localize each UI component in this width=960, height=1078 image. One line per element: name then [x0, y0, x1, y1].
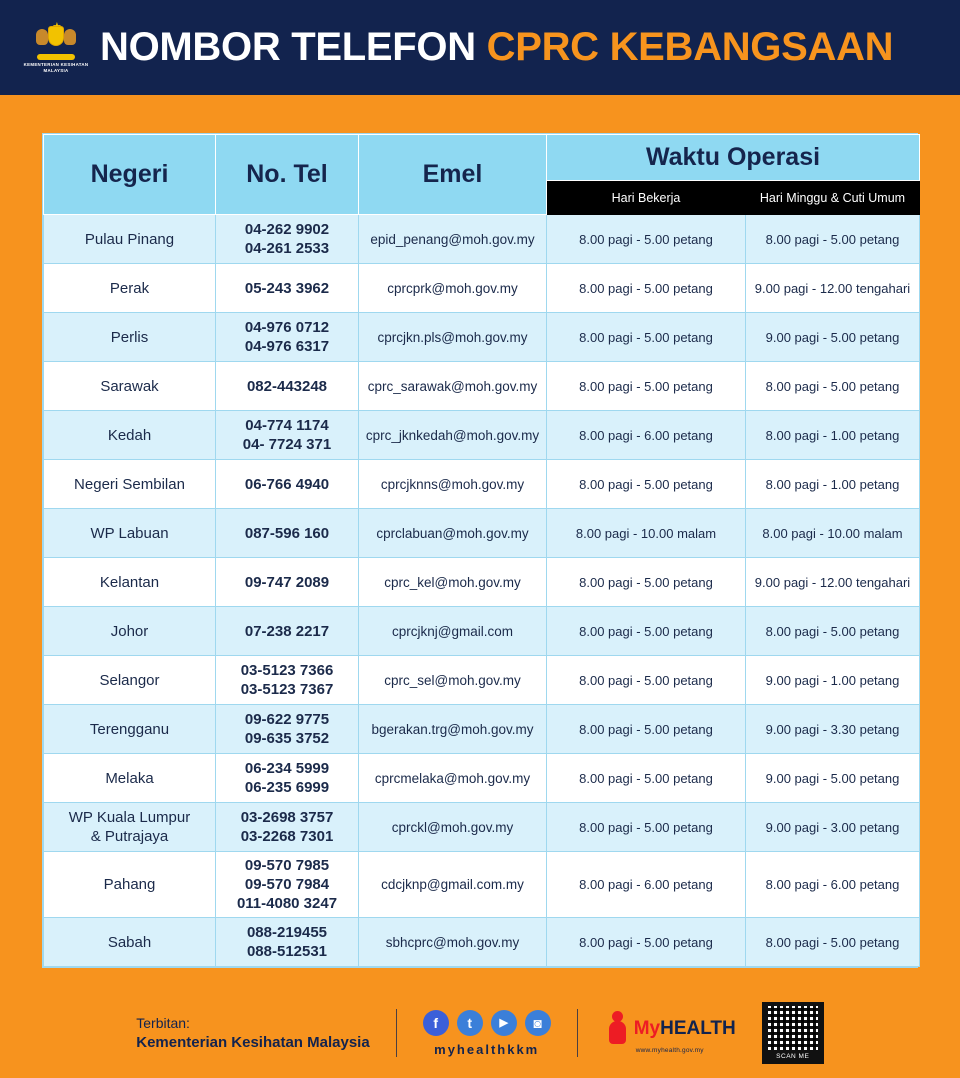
cell-hari-bekerja: 8.00 pagi - 10.00 malam — [547, 509, 746, 558]
cell-email: cprckl@moh.gov.my — [359, 803, 547, 852]
cell-telephone: 03-5123 7366 03-5123 7367 — [216, 656, 359, 705]
table-row — [44, 705, 920, 754]
page-footer — [0, 988, 960, 1078]
cell-telephone: 04-976 0712 04-976 6317 — [216, 313, 359, 362]
cell-hari-minggu: 8.00 pagi - 1.00 petang — [746, 411, 920, 460]
cell-hari-bekerja: 8.00 pagi - 5.00 petang — [547, 656, 746, 705]
cell-hari-minggu: 8.00 pagi - 5.00 petang — [746, 607, 920, 656]
cell-hari-minggu: 8.00 pagi - 5.00 petang — [746, 918, 920, 967]
cell-hari-bekerja: 8.00 pagi - 5.00 petang — [547, 558, 746, 607]
cell-negeri: WP Labuan — [44, 509, 216, 558]
cell-telephone: 09-747 2089 — [216, 558, 359, 607]
cell-email: bgerakan.trg@moh.gov.my — [359, 705, 547, 754]
cell-email: cprc_sarawak@moh.gov.my — [359, 362, 547, 411]
table-head — [44, 135, 920, 215]
cell-email: sbhcprc@moh.gov.my — [359, 918, 547, 967]
page-header — [0, 0, 960, 95]
cell-telephone: 06-234 5999 06-235 6999 — [216, 754, 359, 803]
cell-email: cprcjknns@moh.gov.my — [359, 460, 547, 509]
page-title-accent: CPRC KEBANGSAAN — [486, 25, 894, 69]
cell-hari-minggu: 9.00 pagi - 3.00 petang — [746, 803, 920, 852]
publisher-label: Terbitan: — [136, 1015, 190, 1031]
table-row — [44, 264, 920, 313]
cell-hari-minggu: 8.00 pagi - 10.00 malam — [746, 509, 920, 558]
cell-telephone: 087-596 160 — [216, 509, 359, 558]
publisher-block — [136, 1013, 369, 1053]
cell-hari-minggu: 9.00 pagi - 12.00 tengahari — [746, 558, 920, 607]
table-row — [44, 754, 920, 803]
cell-email: cprc_jknkedah@moh.gov.my — [359, 411, 547, 460]
cell-email: cdcjknp@gmail.com.my — [359, 852, 547, 918]
table-row — [44, 215, 920, 264]
cell-hari-bekerja: 8.00 pagi - 6.00 petang — [547, 852, 746, 918]
cell-negeri: Terengganu — [44, 705, 216, 754]
table-row — [44, 803, 920, 852]
cell-telephone: 07-238 2217 — [216, 607, 359, 656]
cell-negeri: Perlis — [44, 313, 216, 362]
cell-hari-minggu: 8.00 pagi - 6.00 petang — [746, 852, 920, 918]
cell-hari-minggu: 9.00 pagi - 12.00 tengahari — [746, 264, 920, 313]
footer-divider-left — [396, 1009, 397, 1057]
cell-negeri: Melaka — [44, 754, 216, 803]
table-row — [44, 656, 920, 705]
cell-email: cprcmelaka@moh.gov.my — [359, 754, 547, 803]
qr-code[interactable] — [762, 1002, 824, 1064]
footer-divider-right — [577, 1009, 578, 1057]
social-handle: myhealthkkm — [434, 1041, 540, 1057]
qr-code-label: SCAN ME — [776, 1053, 810, 1060]
cell-telephone: 05-243 3962 — [216, 264, 359, 313]
crest-emblem-icon — [35, 22, 77, 60]
col-header-hari-bekerja: Hari Bekerja — [547, 181, 746, 215]
cell-email: cprclabuan@moh.gov.my — [359, 509, 547, 558]
cell-negeri: Kelantan — [44, 558, 216, 607]
table-row — [44, 362, 920, 411]
table-row — [44, 509, 920, 558]
cell-telephone: 04-774 1174 04- 7724 371 — [216, 411, 359, 460]
cell-hari-bekerja: 8.00 pagi - 5.00 petang — [547, 705, 746, 754]
cell-negeri: Negeri Sembilan — [44, 460, 216, 509]
cell-negeri: Perak — [44, 264, 216, 313]
myhealth-my: My — [633, 1017, 661, 1039]
cell-email: cprc_kel@moh.gov.my — [359, 558, 547, 607]
table-row — [44, 411, 920, 460]
cell-hari-bekerja: 8.00 pagi - 5.00 petang — [547, 754, 746, 803]
cell-hari-bekerja: 8.00 pagi - 5.00 petang — [547, 215, 746, 264]
table-row — [44, 313, 920, 362]
cell-negeri: Pulau Pinang — [44, 215, 216, 264]
col-header-emel: Emel — [359, 135, 547, 215]
facebook-icon[interactable]: f — [423, 1010, 449, 1036]
cell-hari-bekerja: 8.00 pagi - 5.00 petang — [547, 362, 746, 411]
col-header-waktu-operasi: Waktu Operasi — [547, 135, 920, 181]
myhealth-url: www.myhealth.gov.my — [635, 1047, 704, 1055]
table-row — [44, 558, 920, 607]
table-row — [44, 918, 920, 967]
cell-hari-minggu: 8.00 pagi - 1.00 petang — [746, 460, 920, 509]
cell-telephone: 088-219455 088-512531 — [216, 918, 359, 967]
table-row — [44, 852, 920, 918]
cell-email: epid_penang@moh.gov.my — [359, 215, 547, 264]
cell-telephone: 06-766 4940 — [216, 460, 359, 509]
myhealth-logo[interactable] — [604, 1011, 736, 1055]
cell-hari-bekerja: 8.00 pagi - 5.00 petang — [547, 460, 746, 509]
table-row — [44, 460, 920, 509]
cell-negeri: Kedah — [44, 411, 216, 460]
cell-negeri: Sabah — [44, 918, 216, 967]
ministry-crest-icon — [20, 15, 92, 81]
cell-negeri: WP Kuala Lumpur & Putrajaya — [44, 803, 216, 852]
cell-hari-bekerja: 8.00 pagi - 6.00 petang — [547, 411, 746, 460]
instagram-icon[interactable]: ◙ — [525, 1010, 551, 1036]
cprc-contact-table — [43, 134, 920, 967]
col-header-tel: No. Tel — [216, 135, 359, 215]
cell-hari-minggu: 9.00 pagi - 1.00 petang — [746, 656, 920, 705]
cell-telephone: 04-262 9902 04-261 2533 — [216, 215, 359, 264]
cell-hari-minggu: 8.00 pagi - 5.00 petang — [746, 362, 920, 411]
publisher-name: Kementerian Kesihatan Malaysia — [136, 1034, 370, 1051]
cell-email: cprcjkn.pls@moh.gov.my — [359, 313, 547, 362]
cell-hari-bekerja: 8.00 pagi - 5.00 petang — [547, 313, 746, 362]
cell-hari-minggu: 8.00 pagi - 5.00 petang — [746, 215, 920, 264]
cell-hari-minggu: 9.00 pagi - 3.30 petang — [746, 705, 920, 754]
social-block — [423, 1010, 551, 1057]
cell-hari-bekerja: 8.00 pagi - 5.00 petang — [547, 803, 746, 852]
cell-hari-minggu: 9.00 pagi - 5.00 petang — [746, 754, 920, 803]
cell-negeri: Pahang — [44, 852, 216, 918]
cell-hari-minggu: 9.00 pagi - 5.00 petang — [746, 313, 920, 362]
cell-negeri: Selangor — [44, 656, 216, 705]
qr-code-image — [768, 1006, 818, 1050]
cell-email: cprcjknj@gmail.com — [359, 607, 547, 656]
col-header-hari-minggu: Hari Minggu & Cuti Umum — [746, 181, 920, 215]
page-title-main: NOMBOR TELEFON — [100, 25, 487, 69]
youtube-icon[interactable]: ▶ — [491, 1010, 517, 1036]
cell-telephone: 09-570 7985 09-570 7984 011-4080 3247 — [216, 852, 359, 918]
page-title — [100, 25, 893, 70]
cell-telephone: 09-622 9775 09-635 3752 — [216, 705, 359, 754]
table-row — [44, 607, 920, 656]
myhealth-wordmark — [634, 1019, 736, 1038]
twitter-icon[interactable]: t — [457, 1010, 483, 1036]
cell-email: cprcprk@moh.gov.my — [359, 264, 547, 313]
crest-caption: KEMENTERIAN KESIHATAN MALAYSIA — [23, 61, 89, 73]
cell-email: cprc_sel@moh.gov.my — [359, 656, 547, 705]
cell-hari-bekerja: 8.00 pagi - 5.00 petang — [547, 607, 746, 656]
cell-hari-bekerja: 8.00 pagi - 5.00 petang — [547, 918, 746, 967]
col-header-negeri: Negeri — [44, 135, 216, 215]
cell-telephone: 082-443248 — [216, 362, 359, 411]
cell-negeri: Sarawak — [44, 362, 216, 411]
cell-telephone: 03-2698 3757 03-2268 7301 — [216, 803, 359, 852]
table-body — [44, 215, 920, 967]
myhealth-health: HEALTH — [660, 1017, 736, 1039]
cell-hari-bekerja: 8.00 pagi - 5.00 petang — [547, 264, 746, 313]
cell-negeri: Johor — [44, 607, 216, 656]
contact-table-container — [42, 133, 918, 968]
myhealth-figure-icon — [604, 1011, 630, 1045]
